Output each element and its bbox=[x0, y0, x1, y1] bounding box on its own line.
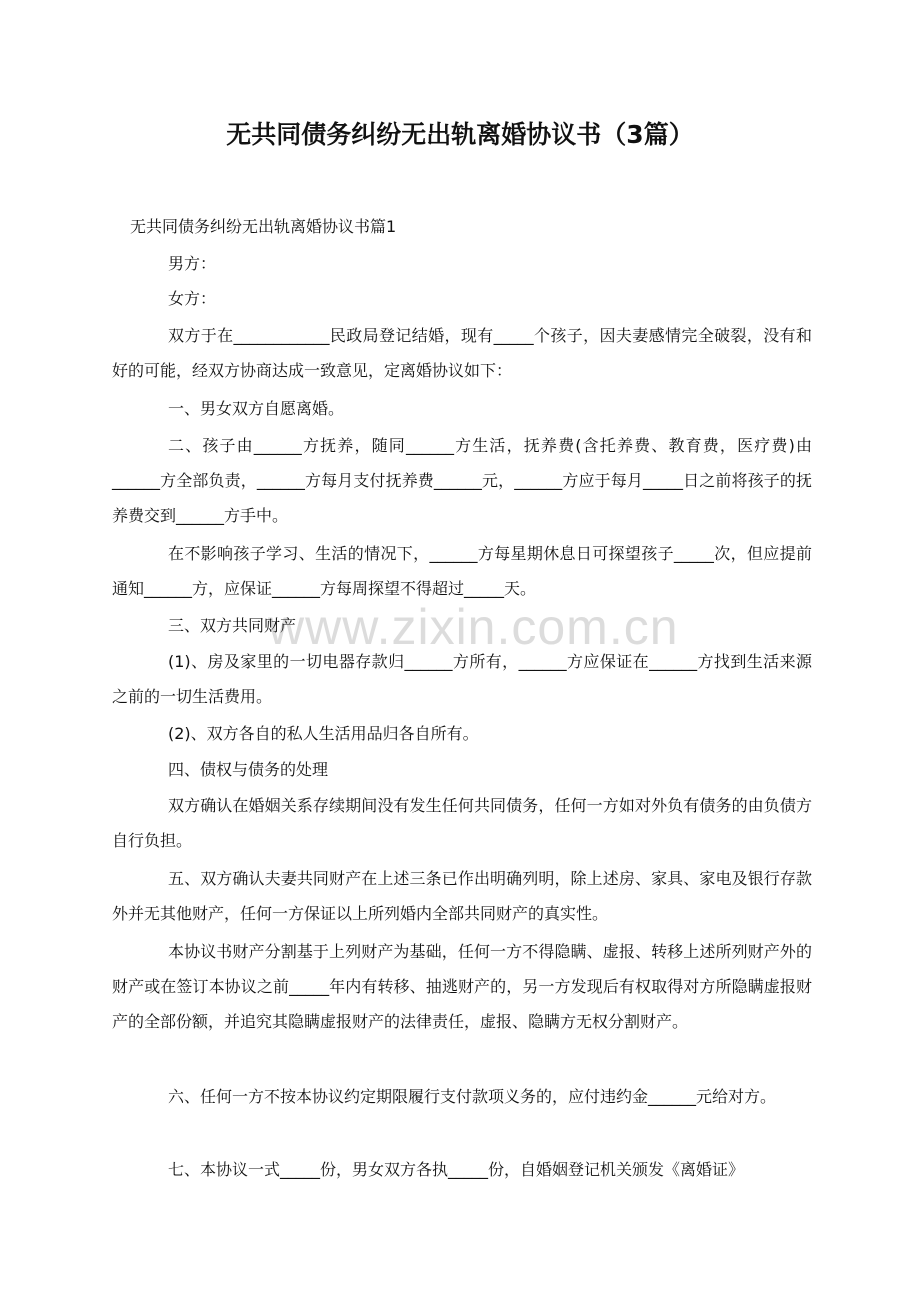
clause-6: 六、任何一方不按本协议约定期限履行支付款项义务的，应付违约金______元给对方。 bbox=[168, 1087, 777, 1106]
paragraph-male-party: 男方： bbox=[168, 254, 217, 273]
paragraph-property-division: 本协议书财产分割基于上列财产为基础，任何一方不得隐瞒、虚报、转移上述所列财产外的财产或在签订本协议之前_____年内有转移、抽逃财产的，另一方发现后有权取得对方所隐瞒虚报财产的全部份额，并追究其隐瞒虚报财产的法律责任，虚报、隐瞒方无权分割财产。 bbox=[112, 942, 812, 1031]
paragraph-female-party: 女方： bbox=[168, 289, 217, 308]
clause-1: 一、男女双方自愿离婚。 bbox=[168, 399, 345, 418]
clause-4-heading: 四、债权与债务的处理 bbox=[168, 760, 329, 779]
watermark: www.zixin.com.cn bbox=[268, 599, 679, 655]
paragraph-visitation: 在不影响孩子学习、生活的情况下，______方每星期休息日可探望孩子_____次，但应提前通知______方，应保证______方每周探望不得超过_____天。 bbox=[112, 544, 812, 598]
clause-7: 七、本协议一式_____份，男女双方各执_____份，自婚姻登记机关颁发《离婚证》 bbox=[168, 1160, 745, 1179]
section-subtitle: 无共同债务纠纷无出轨离婚协议书篇1 bbox=[130, 217, 397, 236]
clause-3-item-2: (2)、双方各自的私人生活用品归各自所有。 bbox=[168, 724, 479, 743]
clause-2-child-custody: 二、孩子由______方抚养，随同______方生活，抚养费(含托养费、教育费，医疗费)由______方全部负责，______方每月支付抚养费______元，______方应于每月_____日之前将孩子的抚养费交到______方手中。 bbox=[112, 436, 812, 525]
clause-5: 五、双方确认夫妻共同财产在上述三条已作出明确列明，除上述房、家具、家电及银行存款外并无其他财产，任何一方保证以上所列婚内全部共同财产的真实性。 bbox=[112, 869, 812, 923]
clause-3-item-1: (1)、房及家里的一切电器存款归______方所有，______方应保证在______方找到生活来源之前的一切生活费用。 bbox=[112, 652, 812, 706]
document-title: 无共同债务纠纷无出轨离婚协议书（3篇） bbox=[226, 120, 694, 149]
clause-3-heading: 三、双方共同财产 bbox=[168, 616, 297, 635]
paragraph-marriage-registration: 双方于在____________民政局登记结婚，现有_____个孩子，因夫妻感情完全破裂，没有和好的可能，经双方协商达成一致意见，定离婚协议如下： bbox=[112, 326, 812, 380]
paragraph-debts: 双方确认在婚姻关系存续期间没有发生任何共同债务，任何一方如对外负有债务的由负债方自行负担。 bbox=[112, 796, 812, 850]
